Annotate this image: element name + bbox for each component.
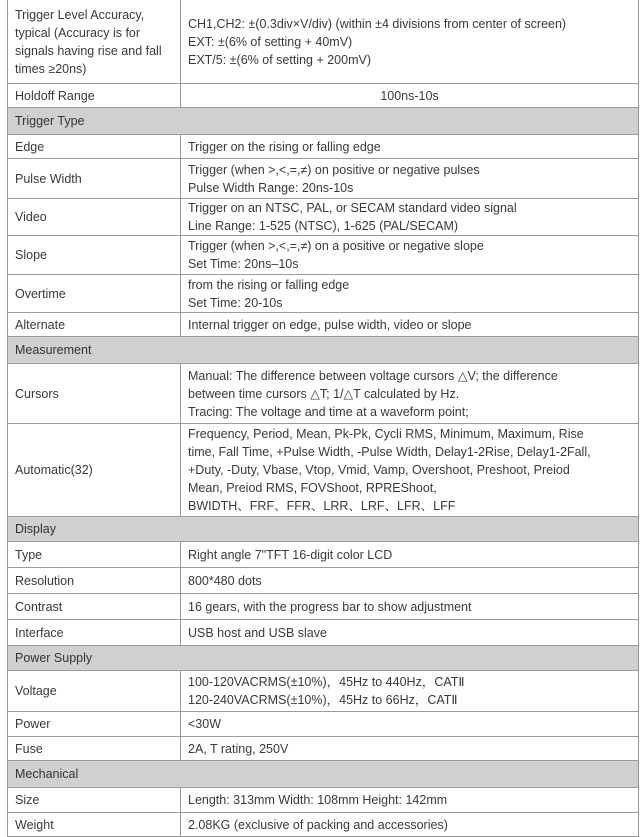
section-title: Power Supply bbox=[8, 646, 639, 671]
section-title: Display bbox=[8, 517, 639, 542]
section-header bbox=[8, 337, 639, 364]
row-label: Video bbox=[8, 199, 181, 236]
row-value: 2.08KG (exclusive of packing and accessories) bbox=[181, 813, 639, 837]
row-value: <30W bbox=[181, 712, 639, 737]
section-header bbox=[8, 761, 639, 788]
row-value: Right angle 7"TFT 16-digit color LCD bbox=[181, 542, 639, 568]
row-value: from the rising or falling edge Set Time: 20-10s bbox=[181, 275, 639, 313]
spec-table bbox=[7, 0, 639, 837]
row-label: Interface bbox=[8, 620, 181, 646]
table-row bbox=[8, 620, 639, 646]
row-label: Automatic(32) bbox=[8, 424, 181, 517]
section-header bbox=[8, 108, 639, 135]
row-label: Trigger Level Accuracy, typical (Accuracy is for signals having rise and fall times ≥20ns) bbox=[8, 0, 181, 84]
row-value: Frequency, Period, Mean, Pk-Pk, Cycli RMS, Minimum, Maximum, Rise time, Fall Time, +Pulse Width, -Pulse Width, Delay1-2Rise, Delay1-2Fall, +Duty, -Duty, Vbase, Vtop, Vmid, Vamp, Overshoot, Preshoot, Preiod Mean, Preiod RMS, FOVShoot, RPREShoot, BWIDTH、FRF、FFR、LRR、LRF、LFR、LFF bbox=[181, 424, 639, 517]
row-label: Alternate bbox=[8, 313, 181, 337]
section-title: Trigger Type bbox=[8, 108, 639, 135]
row-value: 2A, T rating, 250V bbox=[181, 737, 639, 761]
table-row bbox=[8, 135, 639, 159]
table-row bbox=[8, 364, 639, 424]
row-value: 16 gears, with the progress bar to show adjustment bbox=[181, 594, 639, 620]
table-row bbox=[8, 236, 639, 275]
table-row bbox=[8, 568, 639, 594]
row-label: Weight bbox=[8, 813, 181, 837]
table-row bbox=[8, 313, 639, 337]
table-row bbox=[8, 542, 639, 568]
row-label: Slope bbox=[8, 236, 181, 275]
table-row bbox=[8, 594, 639, 620]
table-row bbox=[8, 424, 639, 517]
table-row bbox=[8, 199, 639, 236]
row-value: Trigger on the rising or falling edge bbox=[181, 135, 639, 159]
row-value: CH1,CH2: ±(0.3div×V/div) (within ±4 divisions from center of screen) EXT: ±(6% of setting + 40mV) EXT/5: ±(6% of setting + 200mV) bbox=[181, 0, 639, 84]
row-label: Voltage bbox=[8, 671, 181, 712]
row-label: Pulse Width bbox=[8, 159, 181, 199]
row-label: Overtime bbox=[8, 275, 181, 313]
table-row bbox=[8, 275, 639, 313]
table-row bbox=[8, 737, 639, 761]
table-row bbox=[8, 788, 639, 813]
row-label: Power bbox=[8, 712, 181, 737]
row-value: Length: 313mm Width: 108mm Height: 142mm bbox=[181, 788, 639, 813]
table-row bbox=[8, 159, 639, 199]
row-value: Internal trigger on edge, pulse width, video or slope bbox=[181, 313, 639, 337]
row-value: USB host and USB slave bbox=[181, 620, 639, 646]
row-label: Resolution bbox=[8, 568, 181, 594]
row-value: 800*480 dots bbox=[181, 568, 639, 594]
row-label: Size bbox=[8, 788, 181, 813]
section-header bbox=[8, 646, 639, 671]
row-label: Holdoff Range bbox=[8, 84, 181, 108]
row-value: Trigger (when >,<,=,≠) on a positive or negative slope Set Time: 20ns–10s bbox=[181, 236, 639, 275]
table-row bbox=[8, 813, 639, 837]
row-label: Cursors bbox=[8, 364, 181, 424]
section-title: Measurement bbox=[8, 337, 639, 364]
section-header bbox=[8, 517, 639, 542]
row-label: Edge bbox=[8, 135, 181, 159]
row-value: Trigger on an NTSC, PAL, or SECAM standard video signal Line Range: 1-525 (NTSC), 1-625 (PAL/SECAM) bbox=[181, 199, 639, 236]
row-label: Type bbox=[8, 542, 181, 568]
table-row bbox=[8, 671, 639, 712]
row-value: 100-120VACRMS(±10%)，45Hz to 440Hz，CATⅡ 120-240VACRMS(±10%)，45Hz to 66Hz，CATⅡ bbox=[181, 671, 639, 712]
table-row bbox=[8, 712, 639, 737]
row-value: Trigger (when >,<,=,≠) on positive or negative pulses Pulse Width Range: 20ns-10s bbox=[181, 159, 639, 199]
row-value: 100ns-10s bbox=[181, 84, 639, 108]
table-row bbox=[8, 84, 639, 108]
row-label: Fuse bbox=[8, 737, 181, 761]
section-title: Mechanical bbox=[8, 761, 639, 788]
row-label: Contrast bbox=[8, 594, 181, 620]
row-value: Manual: The difference between voltage cursors △V; the difference between time cursors △T; 1/△T calculated by Hz. Tracing: The voltage and time at a waveform point; bbox=[181, 364, 639, 424]
table-row bbox=[8, 0, 639, 84]
